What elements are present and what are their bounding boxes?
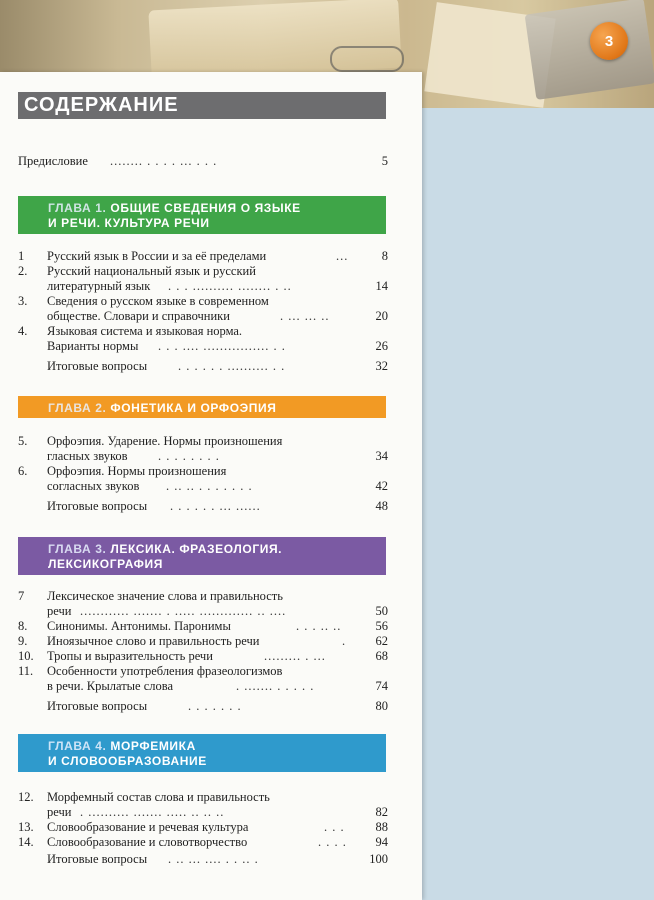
chapter-2-header[interactable] (18, 396, 386, 418)
entry-number: 9. (18, 634, 28, 648)
entry-text-line2: согласных звуков (47, 479, 140, 493)
chapter-title: ОБЩИЕ СВЕДЕНИЯ О ЯЗЫКЕ (110, 201, 301, 215)
entry-text: Словообразование и речевая культура (47, 820, 249, 834)
entry-text: Тропы и выразительность речи (47, 649, 213, 663)
chapter-label: ГЛАВА 4. (48, 739, 107, 753)
dot-leader: . .......... ....... ..... .. .. .. (80, 805, 225, 819)
entry-text: Итоговые вопросы (47, 699, 148, 713)
page-number-badge: 3 (590, 22, 628, 60)
entry-number: 7 (18, 589, 25, 603)
chapter-title-line2: ЛЕКСИКОГРАФИЯ (48, 557, 163, 571)
entry-text: Орфоэпия. Ударение. Нормы произношения (47, 434, 283, 448)
chapter-title: МОРФЕМИКА (110, 739, 196, 753)
entry-text: Синонимы. Антонимы. Паронимы (47, 619, 231, 633)
entry-page: 32 (375, 359, 388, 373)
dot-leader: . .. .. . . . . . . . (166, 479, 253, 493)
dot-leader: . . . . . . .......... . . (178, 359, 286, 373)
entry-text: Словообразование и словотворчество (47, 835, 248, 849)
entry-page: 80 (375, 699, 388, 713)
entry-page: 14 (375, 279, 388, 293)
entry-number: 12. (18, 790, 34, 804)
entry-number: 11. (18, 664, 34, 678)
entry-number: 5. (18, 434, 28, 448)
entry-text-line2: Варианты нормы (47, 339, 139, 353)
chapter-3-header[interactable] (18, 537, 386, 575)
laptop-image (525, 0, 654, 100)
dot-leader: . . . . . . . . (158, 449, 220, 463)
entry-text-line2: гласных звуков (47, 449, 128, 463)
entry-page: 82 (375, 805, 388, 819)
chapter-label: ГЛАВА 1. (48, 201, 107, 215)
entry-page: 20 (375, 309, 388, 323)
entry-text: Предисловие (18, 154, 88, 168)
entry-page: 88 (375, 820, 388, 834)
dot-leader: . (342, 634, 347, 648)
dot-leader: . . . . (318, 835, 347, 849)
side-panel (422, 108, 654, 900)
entry-number: 4. (18, 324, 28, 338)
entry-page: 8 (381, 249, 388, 263)
contents-page (0, 72, 422, 900)
entry-text: Итоговые вопросы (47, 499, 148, 513)
entry-text: Орфоэпия. Нормы произношения (47, 464, 227, 478)
chapter-1-header[interactable] (18, 196, 386, 234)
entry-text: Языковая система и языковая норма. (47, 324, 243, 338)
entry-text-line2: литературный язык (47, 279, 151, 293)
entry-number: 10. (18, 649, 34, 663)
entry-page: 94 (375, 835, 388, 849)
page-title: СОДЕРЖАНИЕ (18, 92, 386, 119)
chapter-label: ГЛАВА 3. (48, 542, 107, 556)
entry-text: Особенности употребления фразеологизмов (47, 664, 283, 678)
chapter-4-header[interactable] (18, 734, 386, 772)
dot-leader: . . . (324, 820, 345, 834)
entry-text: Русский национальный язык и русский (47, 264, 256, 278)
entry-page: 74 (375, 679, 388, 693)
entry-text-line2: обществе. Словари и справочники (47, 309, 230, 323)
dot-leader: . . . . . . ... ...... (170, 499, 261, 513)
entry-text-line2: речи (47, 805, 72, 819)
entry-page: 34 (375, 449, 388, 463)
dot-leader: . ... ... .. (280, 309, 330, 323)
entry-text-line2: речи (47, 604, 72, 618)
entry-number: 3. (18, 294, 28, 308)
dot-leader: ............ ....... . ..... ............. .. .... (80, 604, 287, 618)
entry-page: 5 (381, 154, 388, 168)
chapter-title-line2: И СЛОВООБРАЗОВАНИЕ (48, 754, 207, 768)
chapter-label: ГЛАВА 2. (48, 401, 107, 415)
entry-page: 48 (375, 499, 388, 513)
dot-leader: ........ . . . . ... . . . (110, 154, 218, 168)
entry-page: 68 (375, 649, 388, 663)
chapter-title-line2: И РЕЧИ. КУЛЬТУРА РЕЧИ (48, 216, 210, 230)
dot-leader: ... (336, 249, 349, 263)
entry-text: Сведения о русском языке в современном (47, 294, 269, 308)
entry-page: 26 (375, 339, 388, 353)
entry-number: 13. (18, 820, 34, 834)
entry-number: 1 (18, 249, 25, 263)
entry-page: 50 (375, 604, 388, 618)
entry-text: Лексическое значение слова и правильность (47, 589, 283, 603)
entry-text: Морфемный состав слова и правильность (47, 790, 270, 804)
dot-leader: . . . .... ................ . . (158, 339, 286, 353)
entry-number: 6. (18, 464, 28, 478)
entry-text: Итоговые вопросы (47, 852, 148, 866)
entry-page: 42 (375, 479, 388, 493)
entry-number: 2. (18, 264, 28, 278)
dot-leader: . .. ... .... . . .. . (168, 852, 259, 866)
chapter-title: ЛЕКСИКА. ФРАЗЕОЛОГИЯ. (110, 542, 283, 556)
dot-leader: . . . .......... ........ . .. (168, 279, 292, 293)
chapter-title: ФОНЕТИКА И ОРФОЭПИЯ (110, 401, 277, 415)
entry-text: Русский язык в России и за её пределами (47, 249, 267, 263)
glasses-image (330, 46, 404, 72)
entry-text: Иноязычное слово и правильность речи (47, 634, 260, 648)
entry-text: Итоговые вопросы (47, 359, 148, 373)
dot-leader: ......... . ... (264, 649, 326, 663)
entry-page: 100 (369, 852, 388, 866)
entry-text-line2: в речи. Крылатые слова (47, 679, 174, 693)
entry-number: 8. (18, 619, 28, 633)
dot-leader: . . . . . . . (188, 699, 242, 713)
dot-leader: . . . .. .. (296, 619, 342, 633)
entry-page: 62 (375, 634, 388, 648)
dot-leader: . ....... . . . . . (236, 679, 315, 693)
entry-page: 56 (375, 619, 388, 633)
entry-number: 14. (18, 835, 34, 849)
